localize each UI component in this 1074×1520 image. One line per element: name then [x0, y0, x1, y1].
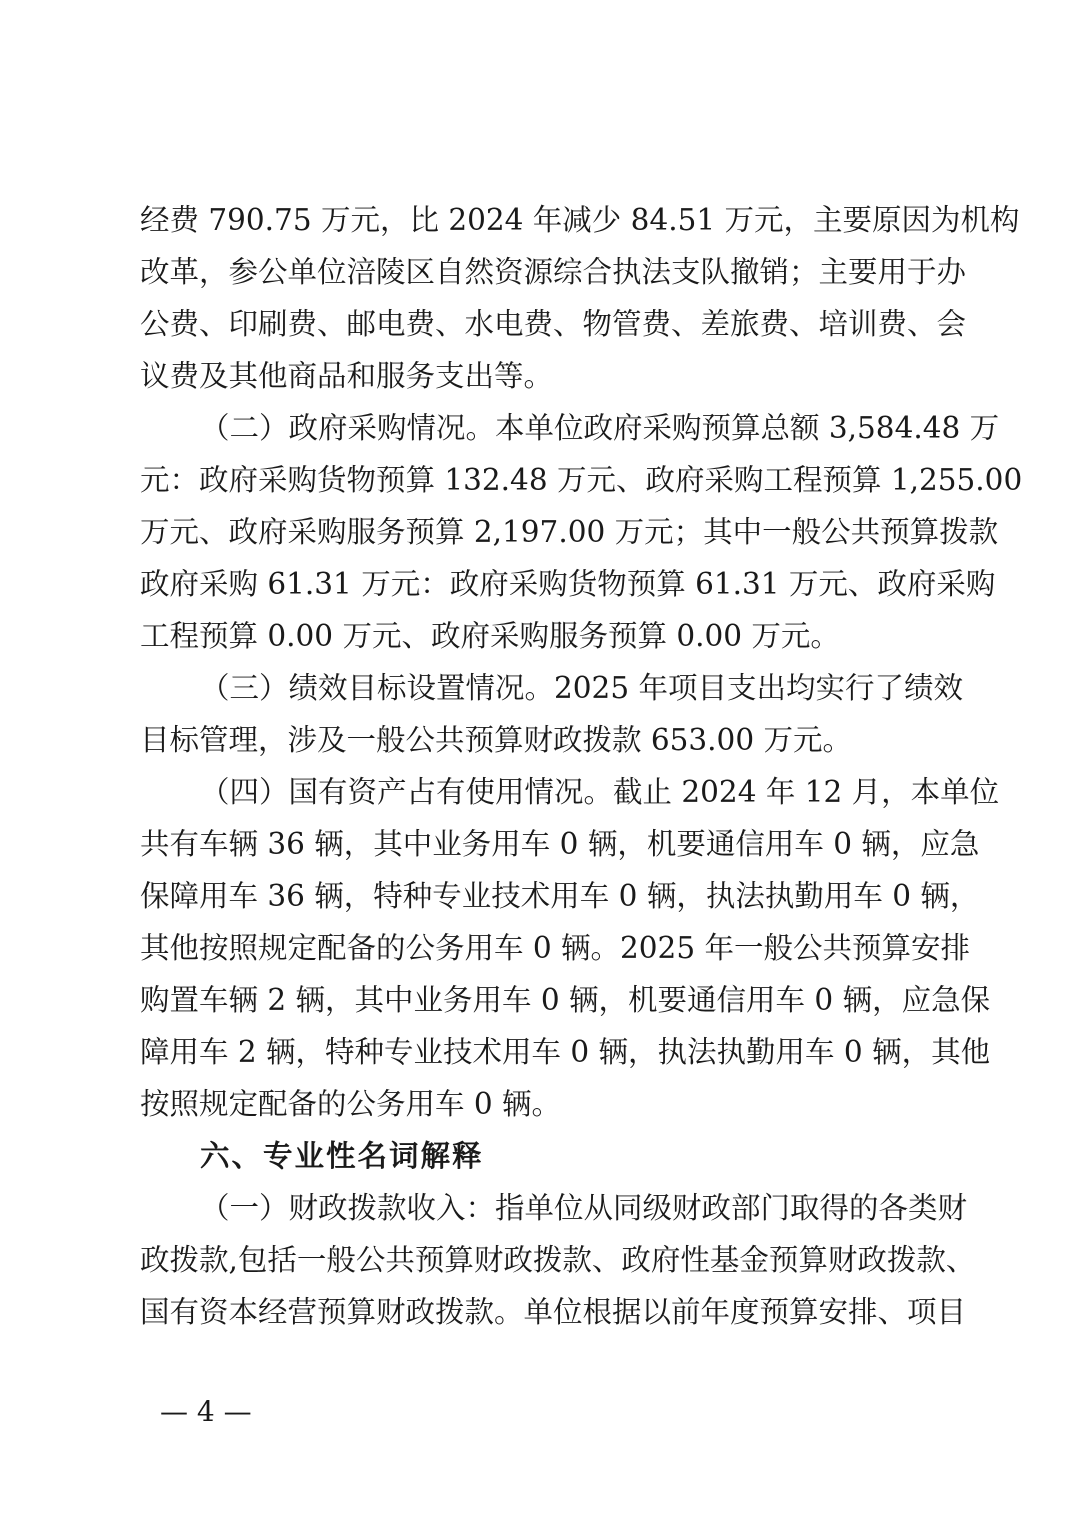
paragraph-line: 购置车辆 2 辆，其中业务用车 0 辆，机要通信用车 0 辆，应急保 — [140, 983, 991, 1017]
section-lead: （四）国有资产占有使用情况。 — [200, 775, 614, 809]
section-text: 2025 年项目支出均实行了绩效 — [554, 671, 963, 705]
paragraph-line: 其他按照规定配备的公务用车 0 辆。2025 年一般公共预算安排 — [140, 931, 970, 965]
paragraph-line: 政拨款,包括一般公共预算财政拨款、政府性基金预算财政拨款、 — [140, 1243, 976, 1277]
section-heading: 六、专业性名词解释 — [200, 1139, 484, 1173]
page-number: — 4 — — [160, 1395, 252, 1428]
section-procurement-first-line — [200, 406, 1000, 450]
section-text: 截止 2024 年 12 月，本单位 — [613, 775, 1000, 809]
section-fiscal-first-line — [200, 1186, 968, 1230]
paragraph-line: 共有车辆 36 辆，其中业务用车 0 辆，机要通信用车 0 辆，应急 — [140, 827, 980, 861]
paragraph-line: 经费 790.75 万元，比 2024 年减少 84.51 万元，主要原因为机构 — [140, 203, 1020, 237]
paragraph-line: 改革，参公单位涪陵区自然资源综合执法支队撤销；主要用于办 — [140, 255, 967, 289]
paragraph-line: 元：政府采购货物预算 132.48 万元、政府采购工程预算 1,255.00 — [140, 463, 1023, 497]
paragraph-line: 按照规定配备的公务用车 0 辆。 — [140, 1087, 562, 1121]
paragraph-line: 政府采购 61.31 万元：政府采购货物预算 61.31 万元、政府采购 — [140, 567, 996, 601]
paragraph-line: 障用车 2 辆，特种专业技术用车 0 辆，执法执勤用车 0 辆，其他 — [140, 1035, 991, 1069]
paragraph-line: 保障用车 36 辆，特种专业技术用车 0 辆，执法执勤用车 0 辆， — [140, 879, 980, 913]
section-text: 本单位政府采购预算总额 3,584.48 万 — [495, 411, 1000, 445]
section-assets-first-line — [200, 770, 1000, 814]
paragraph-line: 目标管理，涉及一般公共预算财政拨款 653.00 万元。 — [140, 723, 852, 757]
paragraph-line: 万元、政府采购服务预算 2,197.00 万元；其中一般公共预算拨款 — [140, 515, 999, 549]
section-performance-first-line — [200, 666, 963, 710]
paragraph-line: 国有资本经营预算财政拨款。单位根据以前年度预算安排、项目 — [140, 1295, 967, 1329]
section-lead: （三）绩效目标设置情况。 — [200, 671, 555, 705]
paragraph-line: 议费及其他商品和服务支出等。 — [140, 359, 554, 393]
section-lead: （二）政府采购情况。 — [200, 411, 496, 445]
paragraph-line: 工程预算 0.00 万元、政府采购服务预算 0.00 万元。 — [140, 619, 840, 653]
section-text: 指单位从同级财政部门取得的各类财 — [495, 1191, 968, 1225]
section-lead: （一）财政拨款收入： — [200, 1191, 496, 1225]
paragraph-line: 公费、印刷费、邮电费、水电费、物管费、差旅费、培训费、会 — [140, 307, 967, 341]
